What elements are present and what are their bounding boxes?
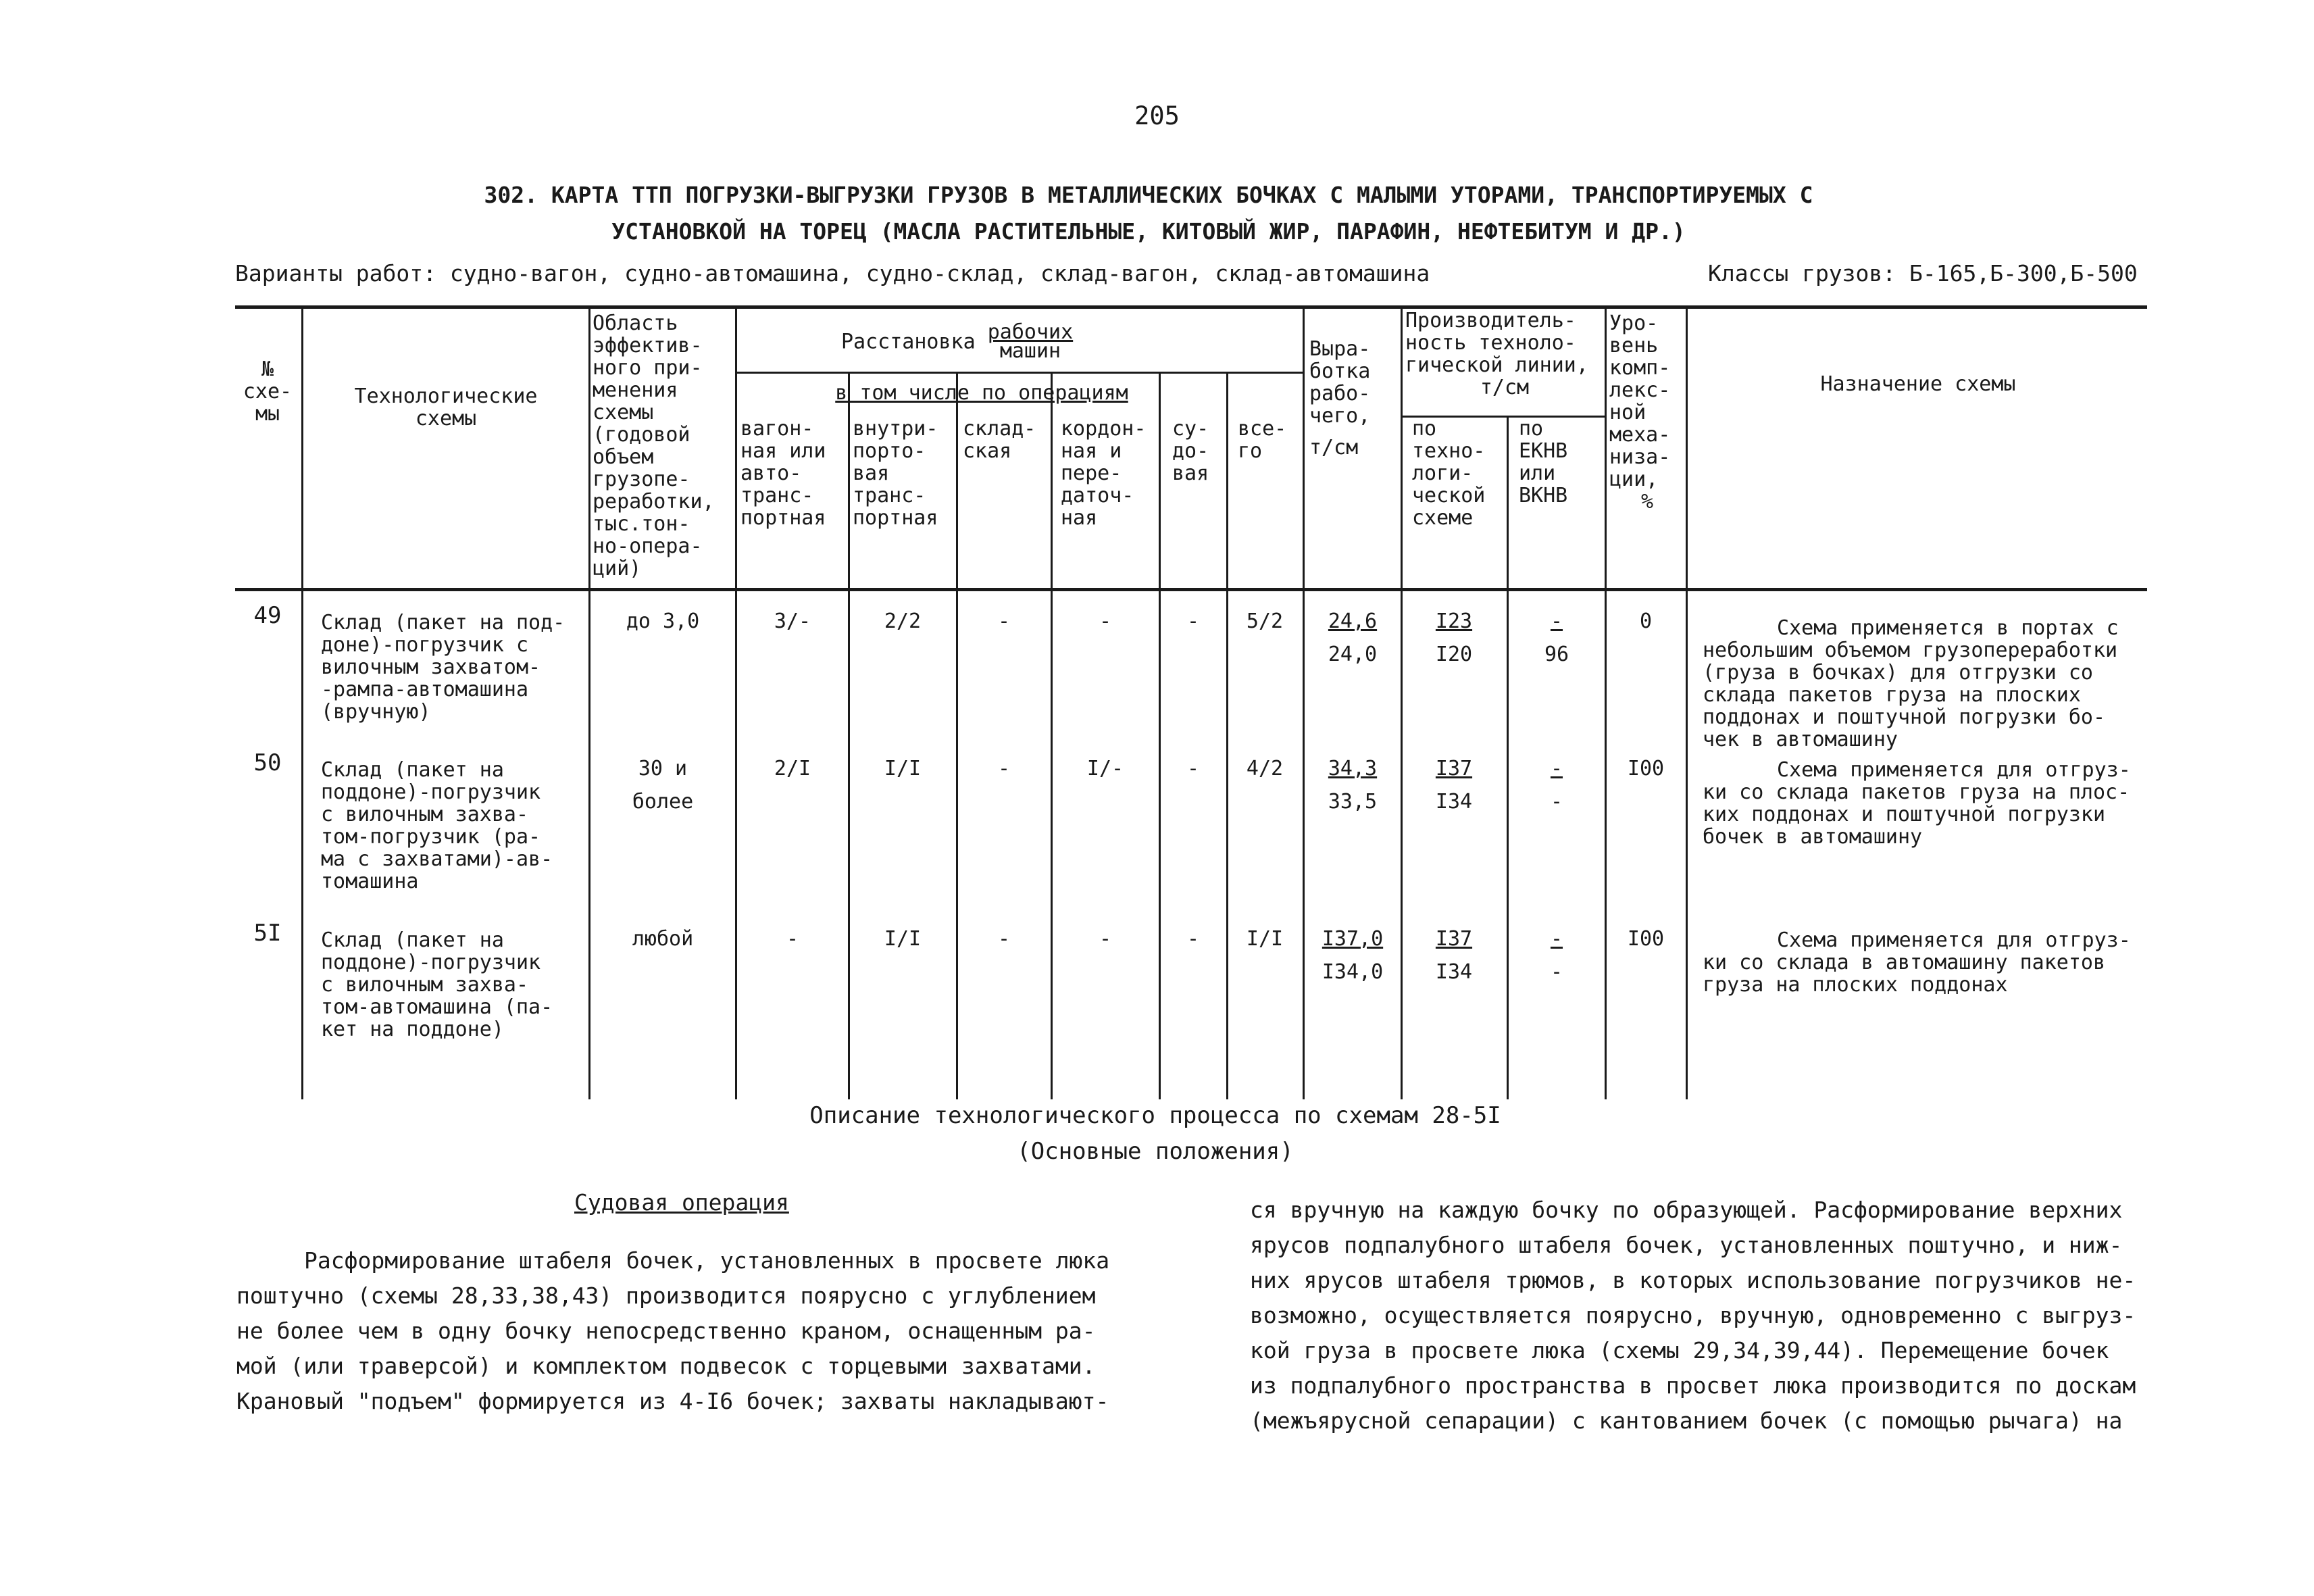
table-row: 5I Склад (пакет на поддоне)-погрузчик с вилочным захва- том-автомашина (па- кет на поддоне) любой - I/I - - - I/I $\frac{I37,0}{I34,0}$ $\frac{I37}{I34}$ $\frac{-}{-}$ I00 Схема применяется для отгруз- ки со склада в автомашину пакетов груза на плоских поддонах (0, 922, 2314, 1078)
description-subtitle: (Основные положения) (1017, 1138, 1294, 1165)
cargo-classes: Классы грузов: Б-165,Б-300,Б-500 (1708, 260, 2138, 286)
placement-sub-rule (735, 372, 1303, 374)
tech-scheme-cell: Склад (пакет на поддоне)-погрузчик с вилочным захва- том-автомашина (па- кет на поддоне) (321, 928, 553, 1041)
header-mechanization-level: Уро- вень комп- лекс- ной меха- низа- ции, % (1609, 311, 1671, 514)
tech-scheme-cell: Склад (пакет на под- доне)-погрузчик с вилочным захватом- -рампа-автомашина (вручную) (321, 611, 565, 724)
header-by-scheme: по техно- логи- ческой схеме (1412, 417, 1486, 530)
header-wagon-auto: вагон- ная или авто- транс- портная (740, 417, 826, 530)
output-fraction: $\frac{I37,0}{I34,0}$ (1322, 927, 1384, 984)
table-row: 49 Склад (пакет на под- доне)-погрузчик с вилочным захватом- -рампа-автомашина (вручную) до 3,0 3/- 2/2 - - - 5/2 $\frac{24,6}{24,0}$ $\frac{I23}{I20}$ $\frac{-}{96}$ 0 Схема применяется в портах с небольшим объемом грузопереработки (груза в бочках) для отгрузки со склада пакетов груза на плоских поддонах и поштучной погрузки бо- чек в автомашину (0, 605, 2314, 760)
header-tech-schemes: Технологические схемы (354, 384, 538, 430)
left-paragraph: Расформирование штабеля бочек, установленных в просвете люка поштучно (схемы 28,33,38,43) производится поярусно с углублением не более чем в одну бочку непосредственно краном, оснащенным ра- мой (или траверсой) и комплектом подвесок с торцевыми захватами. Крановый "подъем" формируется из 4-I6 бочек; захваты накладывают- (236, 1247, 1110, 1414)
work-variants: Варианты работ: судно-вагон, судно-автомашина, судно-склад, склад-вагон, склад-автомашина (235, 260, 1430, 286)
page-number: 205 (1134, 101, 1180, 130)
header-by-eknv: по ЕКНВ или ВКНВ (1519, 417, 1568, 507)
header-total: все- го (1238, 417, 1287, 463)
header-application-area: Область эффектив- ного при- менения схемы (годовой объем грузопе- реработки, тыс.тон- но-опера- ций) (593, 311, 715, 580)
output-fraction: $\frac{24,6}{24,0}$ (1328, 609, 1378, 666)
header-scheme-number: № схе- мы (243, 357, 293, 426)
description-title: Описание технологического процесса по схемам 28-5I (809, 1102, 1501, 1129)
header-worker-output: Выра- ботка рабо- чего, т/см (1309, 337, 1371, 459)
header-inner-port: внутри- порто- вая транс- портная (853, 417, 938, 530)
header-scheme-purpose: Назначение схемы (1820, 372, 2016, 396)
purpose-cell: Схема применяется для отгруз- ки со склада пакетов груза на плос- ких поддонах и поштучной погрузки бочек в автомашину (1703, 758, 2131, 849)
productivity-fraction: $\frac{I37}{I34}$ (1435, 927, 1473, 984)
table-top-rule (235, 305, 2147, 309)
eknv-fraction: $\frac{-}{-}$ (1550, 927, 1563, 984)
eknv-fraction: $\frac{-}{-}$ (1550, 757, 1563, 814)
title-line-1: 302. КАРТА ТТП ПОГРУЗКИ-ВЫГРУЗКИ ГРУЗОВ В МЕТАЛЛИЧЕСКИХ БОЧКАХ С МАЛЫМИ УТОРАМИ, ТРАНСПОРТИРУЕМЫХ С (484, 182, 1813, 208)
tech-scheme-cell: Склад (пакет на поддоне)-погрузчик с вилочным захва- том-погрузчик (ра- ма с захватами)-ав- томашина (321, 758, 553, 893)
header-bottom-rule (235, 588, 2147, 591)
purpose-cell: Схема применяется в портах с небольшим объемом грузопереработки (груза в бочках) для отгрузки со склада пакетов груза на плоских поддонах и поштучной погрузки бо- чек в автомашину (1703, 616, 2119, 751)
title-line-2: УСТАНОВКОЙ НА ТОРЕЦ (МАСЛА РАСТИТЕЛЬНЫЕ, КИТОВЫЙ ЖИР, ПАРАФИН, НЕФТЕБИТУМ И ДР.) (611, 218, 1686, 245)
header-by-operations: в том числе по операциям (835, 381, 1128, 405)
header-warehouse: склад- ская (963, 417, 1036, 463)
header-machine-placement: Расстановка рабочих машин (841, 320, 1074, 363)
section-title: Судовая операция (574, 1189, 789, 1216)
productivity-fraction: $\frac{I23}{I20}$ (1435, 609, 1473, 666)
eknv-fraction: $\frac{-}{96}$ (1544, 609, 1569, 666)
header-cordon: кордон- ная и пере- даточ- ная (1061, 417, 1147, 530)
purpose-cell: Схема применяется для отгруз- ки со склада в автомашину пакетов груза на плоских поддонах (1703, 928, 2131, 997)
right-paragraph: ся вручную на каждую бочку по образующей. Расформирование верхних ярусов подпалубного штабеля бочек, установленных поштучно, и ниж- них ярусов штабеля трюмов, в которых использование погрузчиков не- возможно, осуществляется поярусно, вручную, одновременно с выгруз- кой груза в просвете люка (схемы 29,34,39,44). Перемещение бочек из подпалубного пространства в просвет люка производится по доскам (межъярусной сепарации) с кантованием бочек (с помощью рычага) на (1250, 1197, 2136, 1434)
header-line-productivity: Производитель- ность техноло- гической линии, т/см (1405, 309, 1588, 399)
table-row: 50 Склад (пакет на поддоне)-погрузчик с вилочным захва- том-погрузчик (ра- ма с захватами)-ав- томашина 30 и более 2/I I/I - I/- - 4/2 $\frac{34,3}{33,5}$ $\frac{I37}{I34}$ $\frac{-}{-}$ I00 Схема применяется для отгруз- ки со склада пакетов груза на плос- ких поддонах и поштучной погрузки бочек в автомашину (0, 752, 2314, 907)
header-ship: су- до- вая (1172, 417, 1209, 485)
productivity-fraction: $\frac{I37}{I34}$ (1435, 757, 1473, 814)
output-fraction: $\frac{34,3}{33,5}$ (1328, 757, 1378, 814)
